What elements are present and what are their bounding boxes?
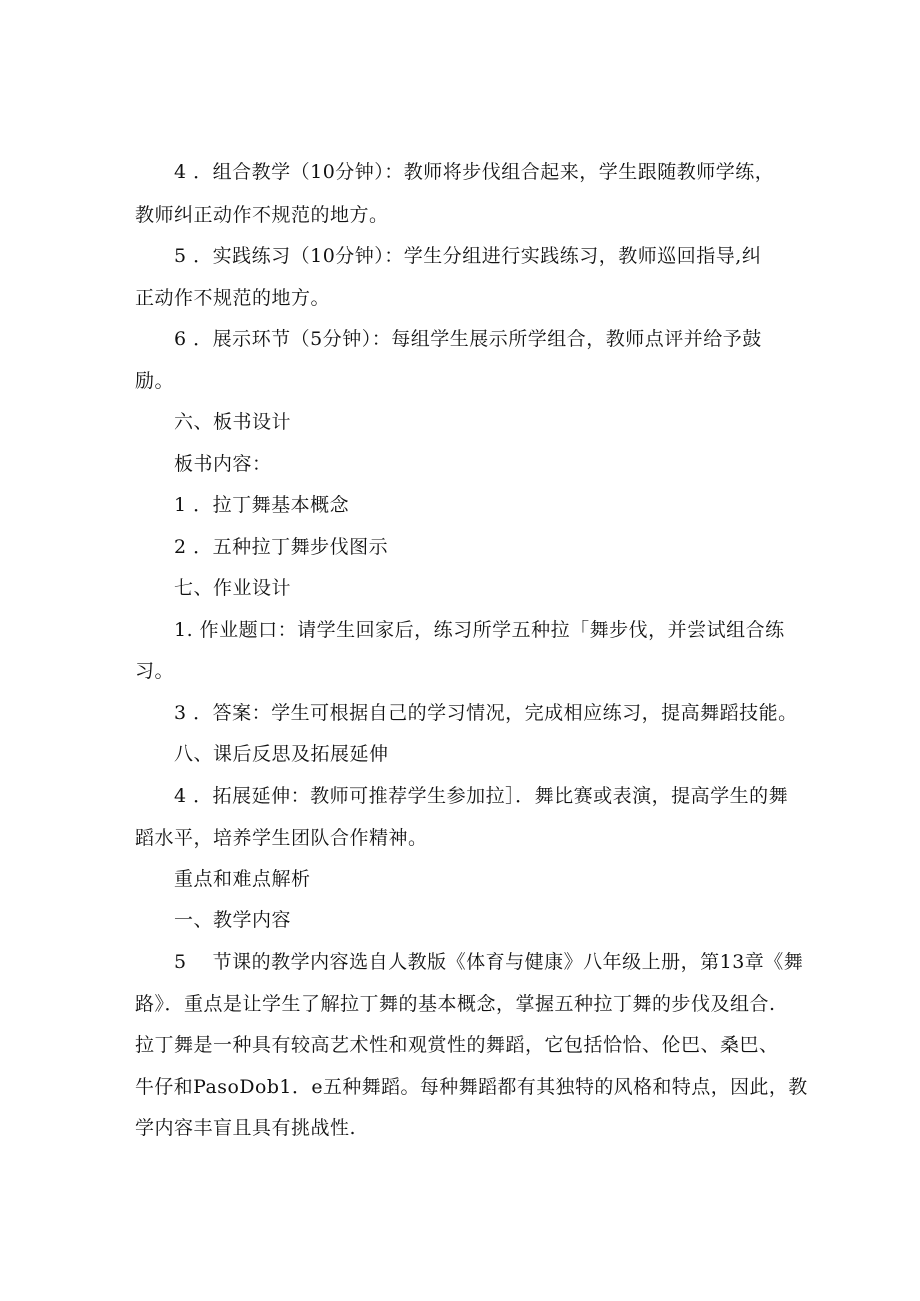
paragraph-line: 路》．重点是让学生了解拉丁舞的基本概念，掌握五种拉丁舞的步伐及组合.: [135, 993, 776, 1015]
section-heading: 重点和难点解析: [174, 868, 311, 890]
list-item: 1 ．拉丁舞基本概念: [174, 494, 350, 516]
paragraph-line: 板书内容：: [174, 453, 272, 475]
section-heading: 八、课后反思及拓展延伸: [174, 743, 389, 765]
paragraph-line: 6 ．展示环节（5分钟）：每组学生展示所学组合，教师点评并给予鼓: [174, 328, 762, 350]
paragraph-line: 蹈水平，培养学生团队合作精神。: [135, 827, 428, 849]
paragraph-line: 教师纠正动作不规范的地方。: [135, 204, 389, 226]
paragraph-line: 习。: [135, 660, 175, 682]
paragraph-line: 牛仔和PasoDob1．e五种舞蹈。每种舞蹈都有其独特的风格和特点，因此，教: [135, 1076, 808, 1098]
paragraph-line: 4 ．组合教学（10分钟）：教师将步伐组合起来，学生跟随教师学练，: [174, 161, 775, 183]
paragraph-line: 4 ．拓展延伸：教师可推荐学生参加拉］．舞比赛或表演，提高学生的舞: [174, 785, 789, 807]
section-heading: 七、作业设计: [174, 577, 292, 599]
paragraph-line: 5 ．实践练习（10分钟）：学生分组进行实践练习，教师巡回指导,纠: [174, 245, 762, 267]
list-item: 2 ．五种拉丁舞步伐图示: [174, 536, 389, 558]
paragraph-line: 1. 作业题口：请学生回家后，练习所学五种拉「舞步伐，并尝试组合练: [174, 619, 785, 641]
paragraph-line: 3 ．答案：学生可根据自己的学习情况，完成相应练习，提高舞蹈技能。: [174, 702, 798, 724]
section-heading: 一、教学内容: [174, 909, 292, 931]
paragraph-line: 拉丁舞是一种具有较高艺术性和观赏性的舞蹈，它包括恰恰、伦巴、桑巴、: [135, 1034, 779, 1056]
paragraph-line: 学内容丰盲且具有挑战性.: [135, 1117, 357, 1139]
section-heading: 六、板书设计: [174, 411, 292, 433]
paragraph-line: 励。: [135, 370, 175, 392]
paragraph-line: 正动作不规范的地方。: [135, 287, 331, 309]
paragraph-line: 5 节课的教学内容选自人教版《体育与健康》八年级上册，第13章《舞: [174, 951, 804, 973]
